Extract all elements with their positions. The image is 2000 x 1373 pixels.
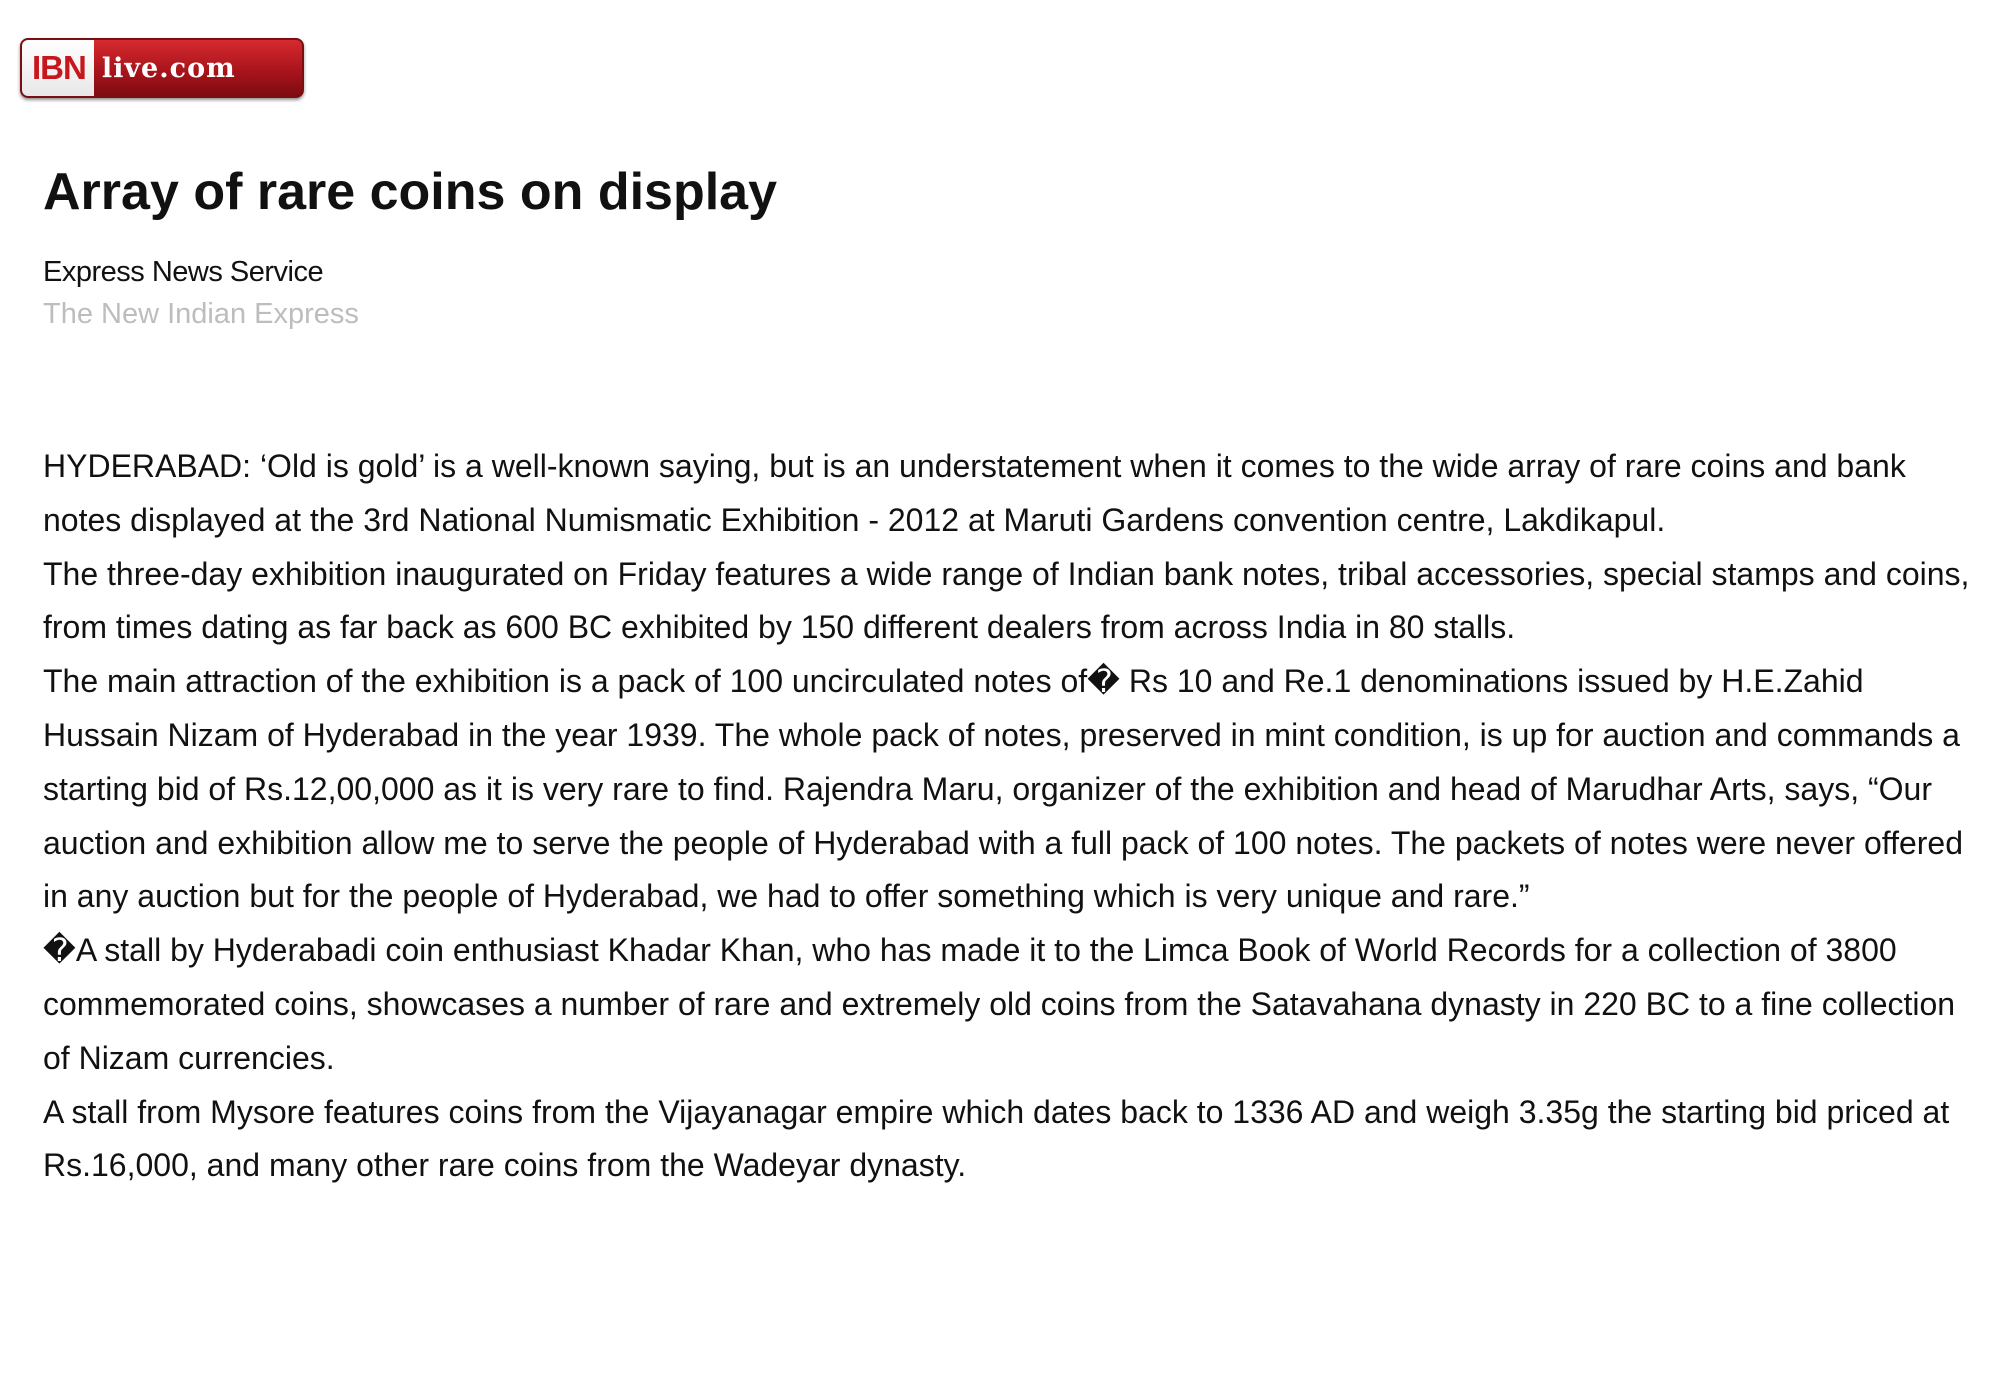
logo-ibn-text: IBN <box>22 40 94 96</box>
site-logo[interactable] <box>20 38 304 98</box>
article-body <box>43 440 1973 1193</box>
article-paragraph: The three-day exhibition inaugurated on Friday features a wide range of Indian bank notes, tribal accessories, special stamps and coins, from times dating as far back as 600 BC exhibited by 150 different dealers from across India in 80 stalls. <box>43 555 1970 646</box>
article-paragraph: A stall from Mysore features coins from the Vijayanagar empire which dates back to 1336 AD and weigh 3.35g the starting bid priced at Rs.16,000, and many other rare coins from the Wadeyar dynasty. <box>43 1093 1950 1184</box>
article-paragraph: The main attraction of the exhibition is a pack of 100 uncirculated notes of� Rs 10 and Re.1 denominations issued by H.E.Zahid Hussain Nizam of Hyderabad in the year 1939. The whole pack of notes, preserved in mint condition, is up for auction and commands a starting bid of Rs.12,00,000 as it is very rare to find. Rajendra Maru, organizer of the exhibition and head of Marudhar Arts, says, “Our auction and exhibition allow me to serve the people of Hyderabad with a full pack of 100 notes. The packets of notes were never offered in any auction but for the people of Hyderabad, we had to offer something which is very unique and rare.” <box>43 663 1963 915</box>
article-paragraph: HYDERABAD: ‘Old is gold’ is a well-known saying, but is an understatement when it comes to the wide array of rare coins and bank notes displayed at the 3rd National Numismatic Exhibition - 2012 at Maruti Gardens convention centre, Lakdikapul. <box>43 448 1906 538</box>
article-title: Array of rare coins on display <box>43 163 778 221</box>
article-source: The New Indian Express <box>43 298 359 330</box>
article-byline: Express News Service <box>43 256 324 288</box>
article-paragraph: �A stall by Hyderabadi coin enthusiast Khadar Khan, who has made it to the Limca Book of World Records for a collection of 3800 commemorated coins, showcases a number of rare and extremely old coins from the Satavahana dynasty in 220 BC to a fine collection of Nizam currencies. <box>43 932 1956 1076</box>
logo-live-text: live.com <box>94 40 302 96</box>
